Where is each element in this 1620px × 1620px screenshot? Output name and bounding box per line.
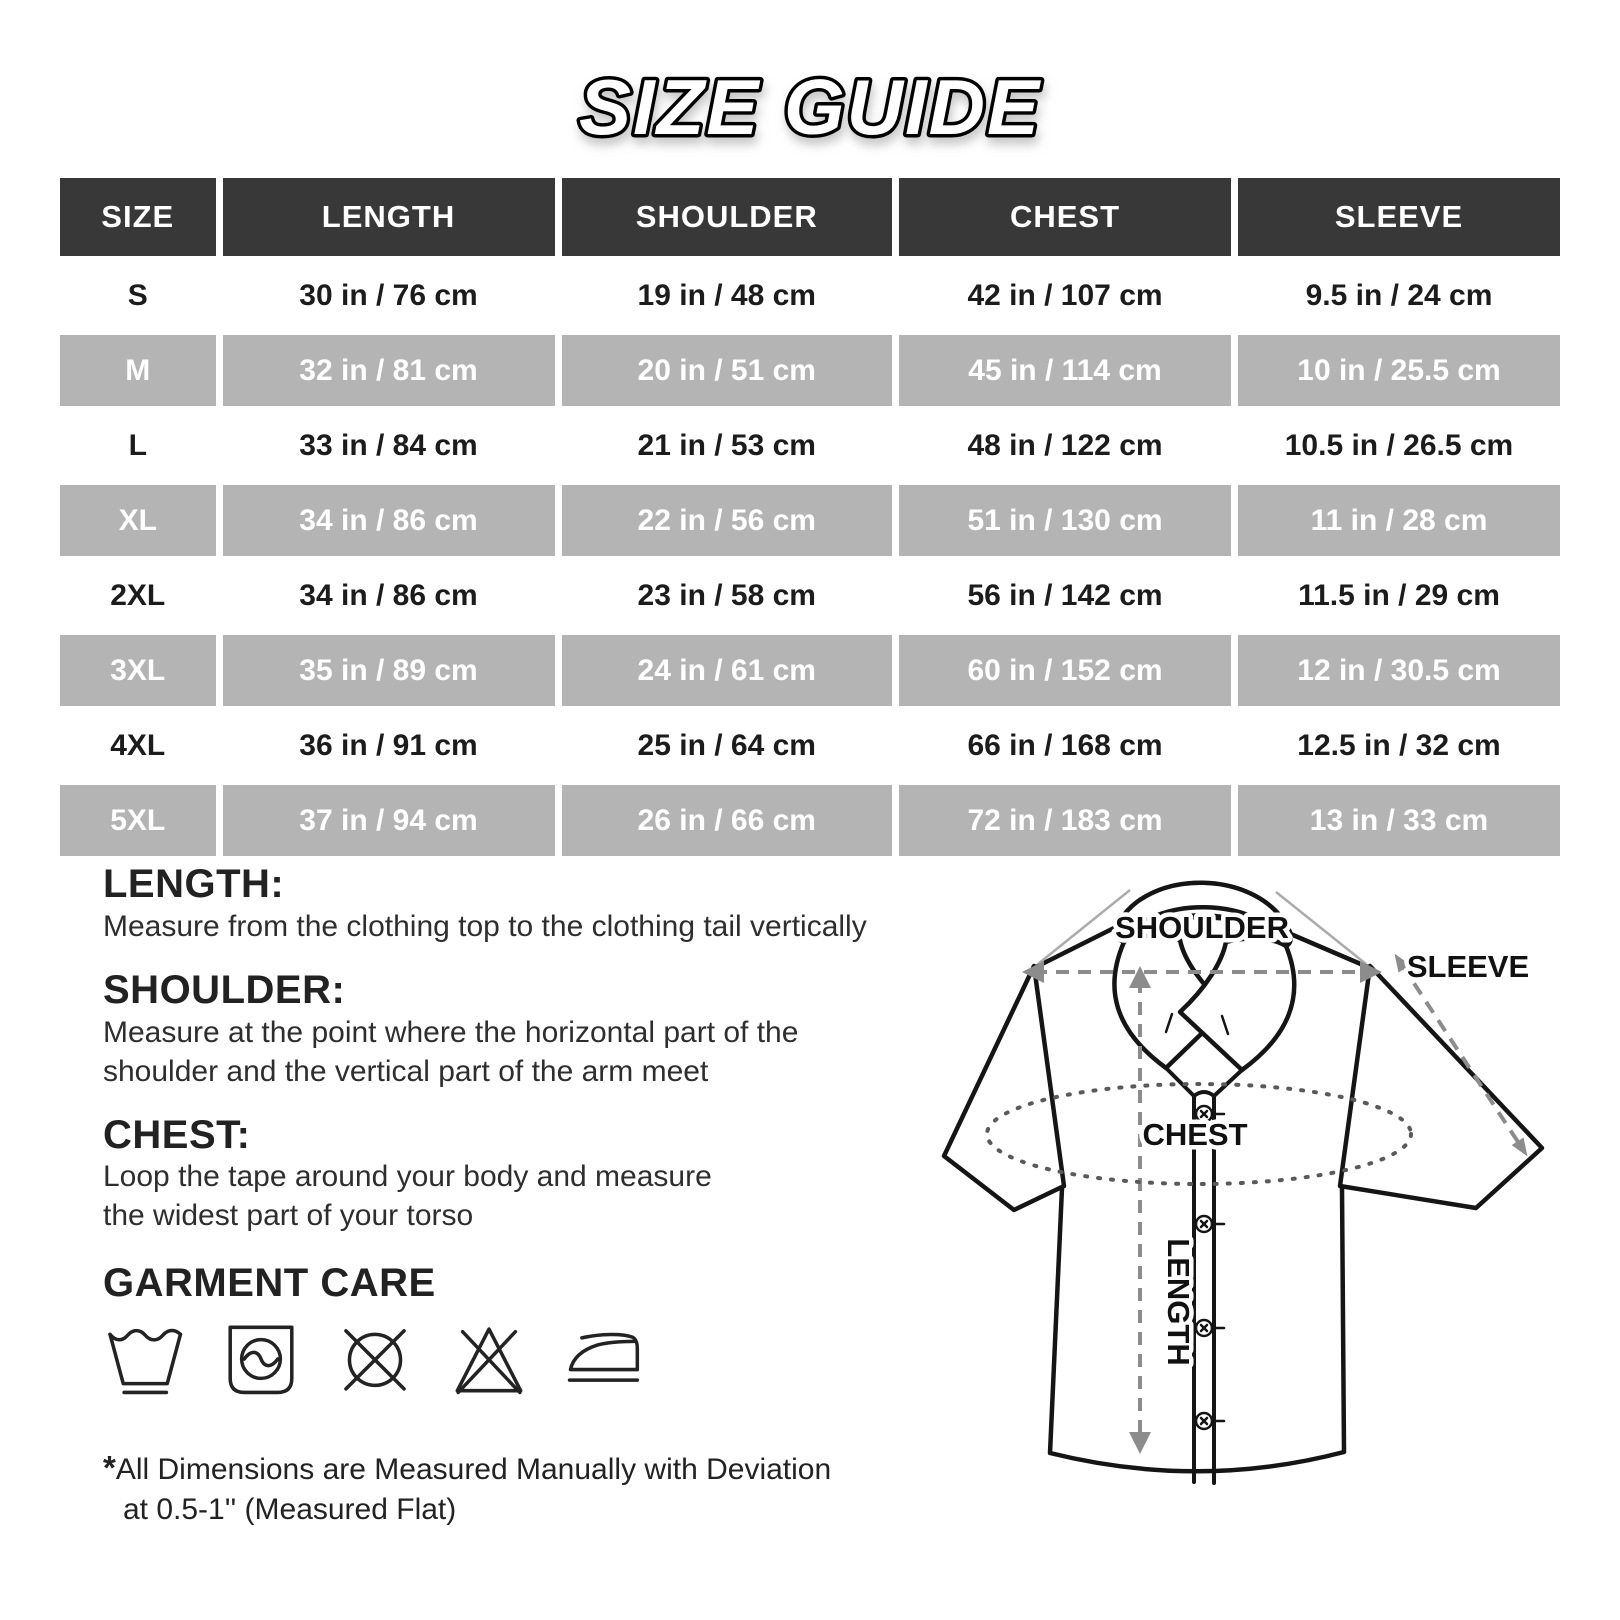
- cell-sleeve: 11.5 in / 29 cm: [1235, 558, 1561, 633]
- cell-sleeve: 12.5 in / 32 cm: [1235, 708, 1561, 783]
- measure-instructions: [103, 862, 953, 1529]
- page-title-text: SIZE GUIDE: [578, 63, 1042, 151]
- table-row: [60, 558, 1560, 633]
- footnote-text1: All Dimensions are Measured Manually with Deviation: [115, 1453, 832, 1487]
- chest-section-body-line1: Loop the tape around your body and measure: [103, 1160, 712, 1194]
- cell-size: L: [60, 408, 219, 483]
- col-header-length: LENGTH: [219, 178, 558, 258]
- table-row: [60, 408, 1560, 483]
- garment-care-heading: GARMENT CARE: [103, 1261, 436, 1306]
- shirt-measurement-diagram: [912, 856, 1602, 1536]
- cell-shoulder: 24 in / 61 cm: [558, 633, 896, 708]
- shirt-diagram-art: [912, 856, 1602, 1536]
- cell-size: S: [60, 258, 219, 333]
- cell-sleeve: 11 in / 28 cm: [1235, 483, 1561, 558]
- length-section-heading: LENGTH:: [103, 862, 285, 906]
- tumble-dry-icon: [217, 1318, 305, 1400]
- cell-size: 2XL: [60, 558, 219, 633]
- shoulder-section-heading: SHOULDER:: [103, 967, 346, 1012]
- chest-section-heading: CHEST:: [103, 1112, 251, 1157]
- col-header-sleeve: SLEEVE: [1235, 178, 1561, 258]
- diagram-length-label: LENGTH: [1161, 1238, 1196, 1366]
- cell-shoulder: 25 in / 64 cm: [558, 708, 896, 783]
- cell-length: 37 in / 94 cm: [219, 783, 558, 858]
- cell-chest: 66 in / 168 cm: [896, 708, 1235, 783]
- cell-shoulder: 23 in / 58 cm: [558, 558, 896, 633]
- cell-length: 30 in / 76 cm: [219, 258, 558, 333]
- iron-icon: [559, 1318, 647, 1400]
- cell-chest: 48 in / 122 cm: [896, 408, 1235, 483]
- footnote-line1: [103, 1446, 953, 1490]
- title-art: [0, 42, 1620, 172]
- cell-shoulder: 21 in / 53 cm: [558, 408, 896, 483]
- cell-length: 36 in / 91 cm: [219, 708, 558, 783]
- chest-section-body-line2: the widest part of your torso: [103, 1199, 474, 1233]
- table-row: [60, 483, 1560, 558]
- cell-shoulder: 22 in / 56 cm: [558, 483, 896, 558]
- do-not-bleach-icon: [445, 1318, 533, 1400]
- cell-length: 35 in / 89 cm: [219, 633, 558, 708]
- cell-sleeve: 12 in / 30.5 cm: [1235, 633, 1561, 708]
- cell-chest: 56 in / 142 cm: [896, 558, 1235, 633]
- cell-sleeve: 13 in / 33 cm: [1235, 783, 1561, 858]
- shoulder-section-body-line1: Measure at the point where the horizontal part of the: [103, 1015, 799, 1049]
- footnote: [103, 1446, 953, 1529]
- table-row: [60, 708, 1560, 783]
- cell-length: 32 in / 81 cm: [219, 333, 558, 408]
- wash-icon: [103, 1318, 191, 1400]
- cell-sleeve: 10 in / 25.5 cm: [1235, 333, 1561, 408]
- size-table: [60, 178, 1560, 860]
- diagram-chest-label: CHEST: [1142, 1117, 1248, 1152]
- table-row: [60, 783, 1560, 858]
- table-header-row: [60, 178, 1560, 258]
- cell-size: 4XL: [60, 708, 219, 783]
- cell-chest: 72 in / 183 cm: [896, 783, 1235, 858]
- garment-care-icons: [103, 1318, 953, 1400]
- cell-shoulder: 19 in / 48 cm: [558, 258, 896, 333]
- diagram-shoulder-label: SHOULDER: [1115, 910, 1289, 945]
- cell-sleeve: 10.5 in / 26.5 cm: [1235, 408, 1561, 483]
- col-header-chest: CHEST: [896, 178, 1235, 258]
- cell-chest: 45 in / 114 cm: [896, 333, 1235, 408]
- page-title: [0, 42, 1620, 172]
- footnote-line2: at 0.5-1'' (Measured Flat): [123, 1492, 457, 1526]
- diagram-sleeve-label: SLEEVE: [1406, 949, 1530, 984]
- cell-length: 34 in / 86 cm: [219, 558, 558, 633]
- length-section-body: Measure from the clothing top to the clothing tail vertically: [103, 909, 867, 943]
- cell-length: 33 in / 84 cm: [219, 408, 558, 483]
- table-row: [60, 633, 1560, 708]
- shirt-right-sleeve: [1340, 966, 1542, 1208]
- footnote-asterisk: *: [103, 1449, 116, 1487]
- table-row: [60, 333, 1560, 408]
- shoulder-section-body-line2: shoulder and the vertical part of the arm meet: [103, 1054, 709, 1088]
- cell-size: XL: [60, 483, 219, 558]
- col-header-shoulder: SHOULDER: [558, 178, 896, 258]
- cell-shoulder: 20 in / 51 cm: [558, 333, 896, 408]
- cell-size: 3XL: [60, 633, 219, 708]
- cell-length: 34 in / 86 cm: [219, 483, 558, 558]
- cell-chest: 42 in / 107 cm: [896, 258, 1235, 333]
- cell-size: M: [60, 333, 219, 408]
- cell-chest: 51 in / 130 cm: [896, 483, 1235, 558]
- col-header-size: SIZE: [60, 178, 219, 258]
- cell-chest: 60 in / 152 cm: [896, 633, 1235, 708]
- do-not-dry-clean-icon: [331, 1318, 419, 1400]
- table-row: [60, 258, 1560, 333]
- cell-sleeve: 9.5 in / 24 cm: [1235, 258, 1561, 333]
- cell-size: 5XL: [60, 783, 219, 858]
- cell-shoulder: 26 in / 66 cm: [558, 783, 896, 858]
